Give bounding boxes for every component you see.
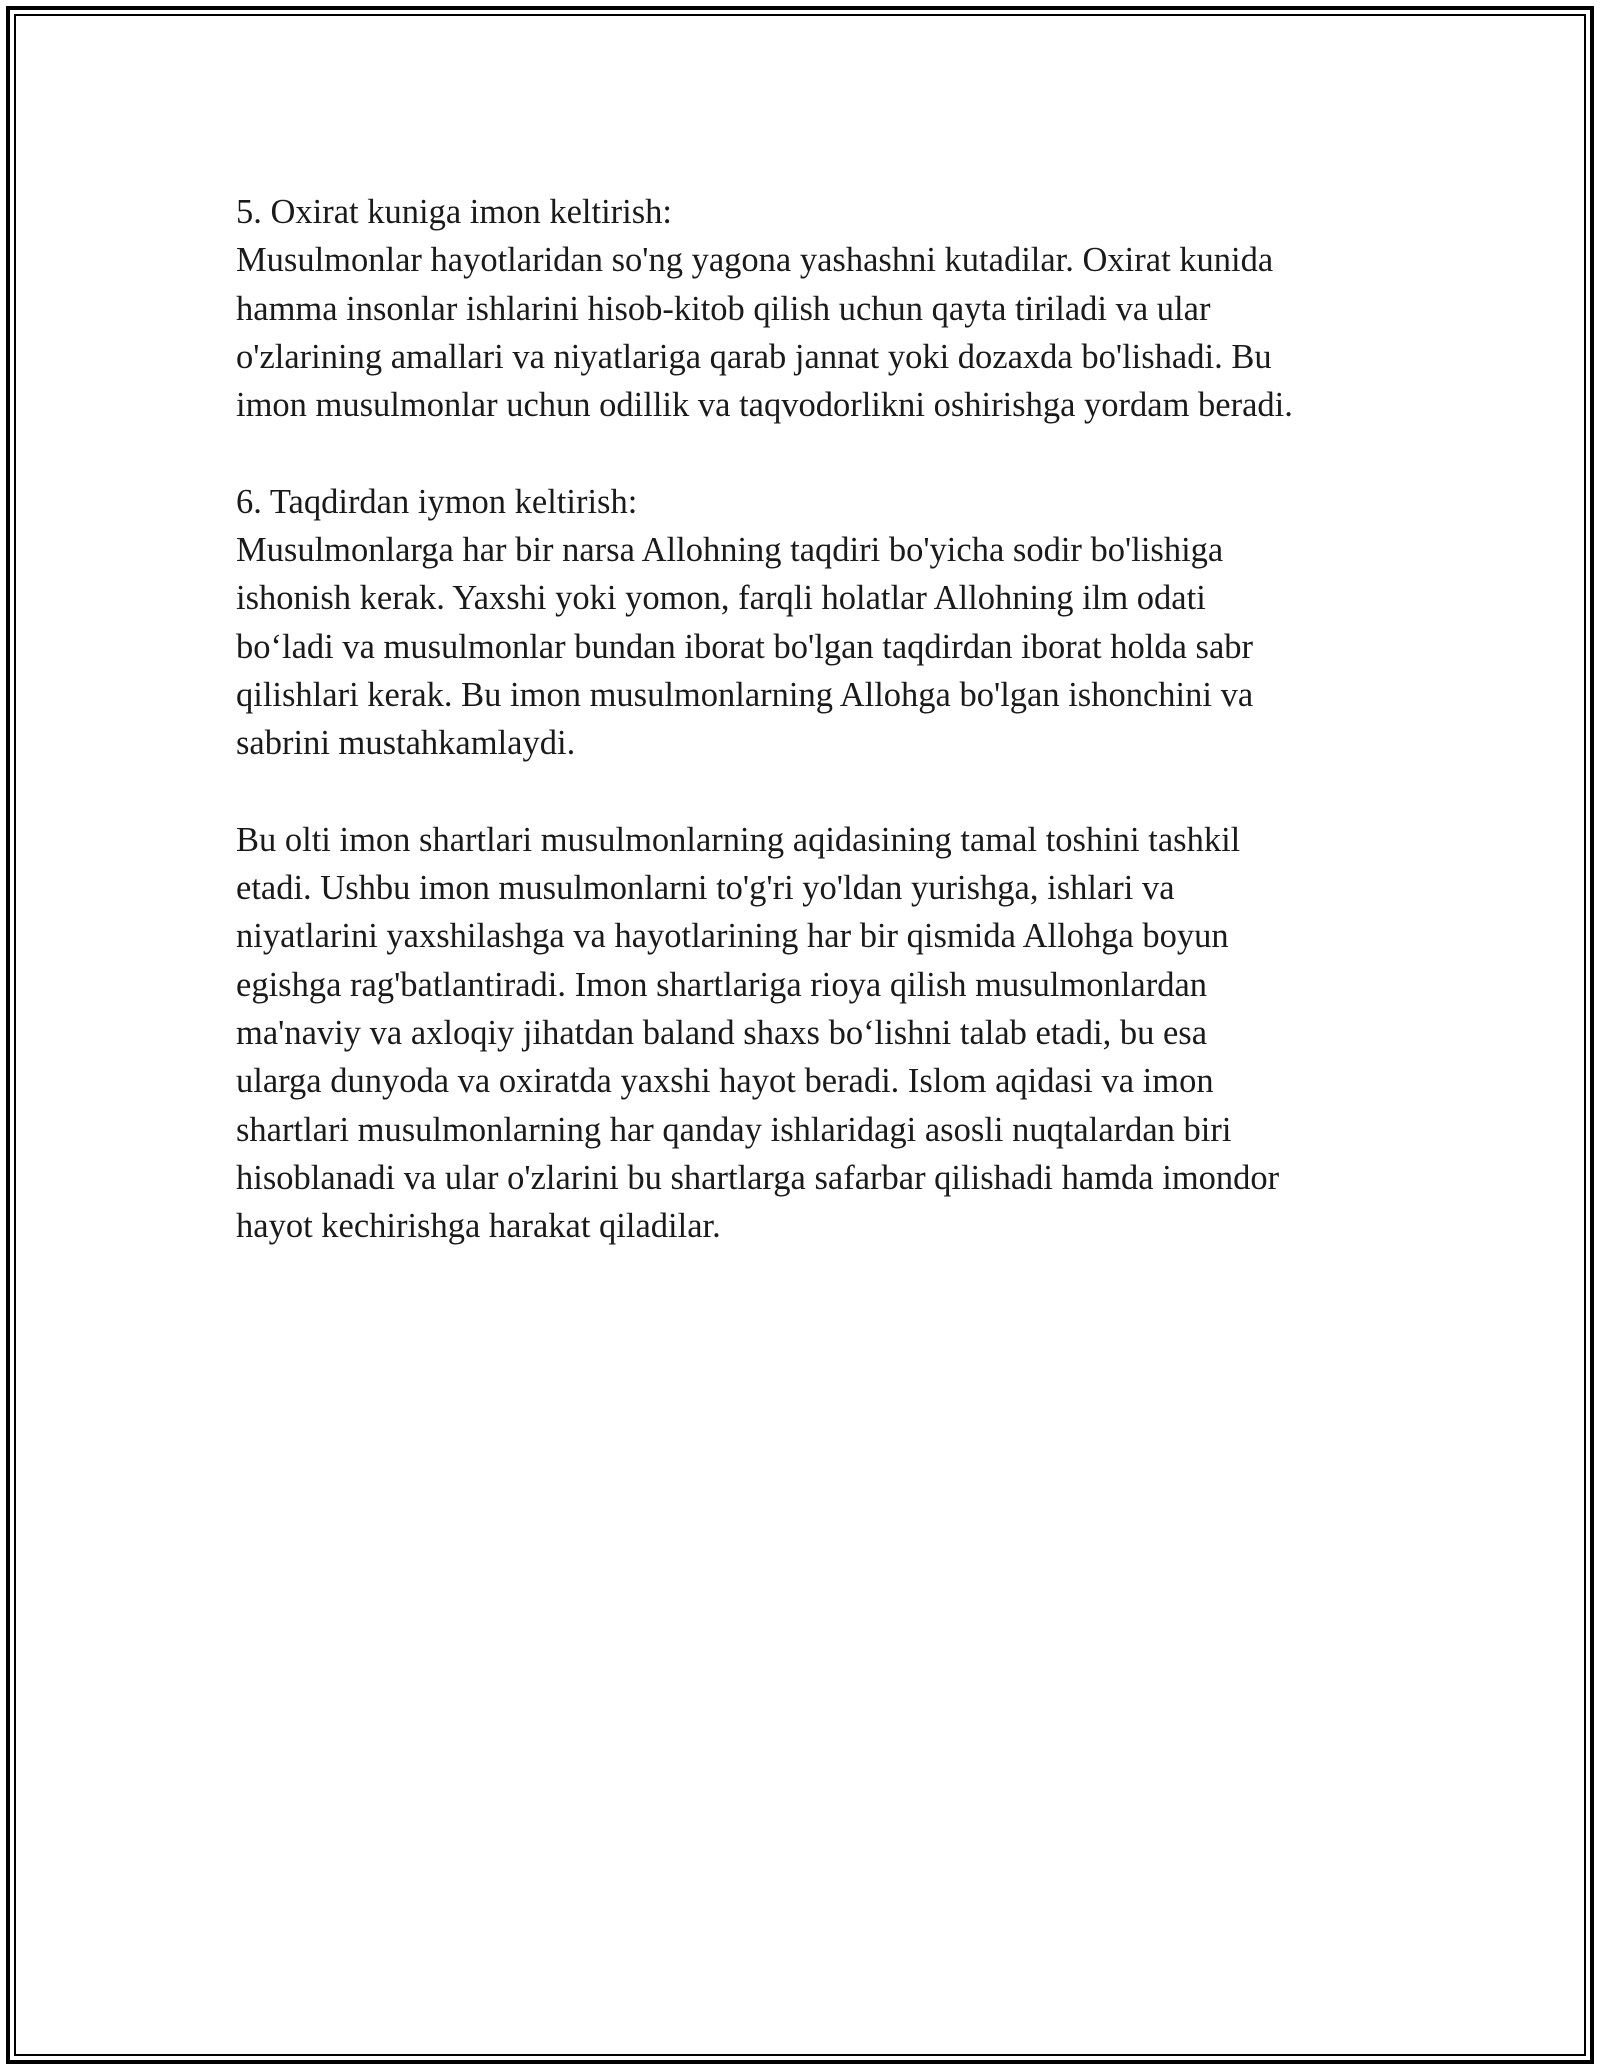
section-heading: 6. Taqdirdan iymon keltirish: — [236, 482, 638, 521]
paragraph-line: Musulmonlarga har bir narsa Allohning taqdiri bo'yicha sodir bo'lishiga — [236, 531, 1224, 570]
conclusion-paragraph — [236, 816, 1416, 1251]
paragraph-line: hamma insonlar ishlarini hisob-kitob qilish uchun qayta tiriladi va ular — [236, 289, 1211, 328]
paragraph-line: imon musulmonlar uchun odillik va taqvodorlikni oshirishga yordam beradi. — [236, 386, 1293, 425]
section-5 — [236, 188, 1416, 429]
paragraph-line: ma'naviy va axloqiy jihatdan baland shaxs bo‘lishni talab etadi, bu esa — [236, 1014, 1208, 1053]
paragraph-line: o'zlarining amallari va niyatlariga qarab jannat yoki dozaxda bo'lishadi. Bu — [236, 337, 1272, 376]
document-body — [236, 188, 1416, 1299]
paragraph-line: hayot kechirishga harakat qiladilar. — [236, 1207, 721, 1246]
paragraph-line: egishga rag'batlantiradi. Imon shartlariga rioya qilish musulmonlardan — [236, 965, 1208, 1004]
paragraph-line: bo‘ladi va musulmonlar bundan iborat bo'lgan taqdirdan iborat holda sabr — [236, 627, 1254, 666]
paragraph-line: Bu olti imon shartlari musulmonlarning aqidasining tamal toshini tashkil — [236, 820, 1241, 859]
paragraph-line: ishonish kerak. Yaxshi yoki yomon, farqli holatlar Allohning ilm odati — [236, 579, 1206, 618]
section-heading: 5. Oxirat kuniga imon keltirish: — [236, 193, 672, 231]
paragraph-line: niyatlarini yaxshilashga va hayotlarining har bir qismida Allohga boyun — [236, 917, 1229, 956]
paragraph-line: hisoblanadi va ular o'zlarini bu shartlarga safarbar qilishadi hamda imondor — [236, 1158, 1280, 1197]
paragraph-line: shartlari musulmonlarning har qanday ishlaridagi asosli nuqtalardan biri — [236, 1110, 1232, 1149]
section-6 — [236, 478, 1416, 768]
paragraph-line: etadi. Ushbu imon musulmonlarni to'g'ri yo'ldan yurishga, ishlari va — [236, 869, 1175, 908]
paragraph-line: Musulmonlar hayotlaridan so'ng yagona yashashni kutadilar. Oxirat kunida — [236, 241, 1274, 280]
paragraph-line: sabrini mustahkamlaydi. — [236, 724, 576, 763]
paragraph-line: qilishlari kerak. Bu imon musulmonlarning Allohga bo'lgan ishonchini va — [236, 675, 1254, 714]
paragraph-line: ularga dunyoda va oxiratda yaxshi hayot beradi. Islom aqidasi va imon — [236, 1062, 1214, 1101]
